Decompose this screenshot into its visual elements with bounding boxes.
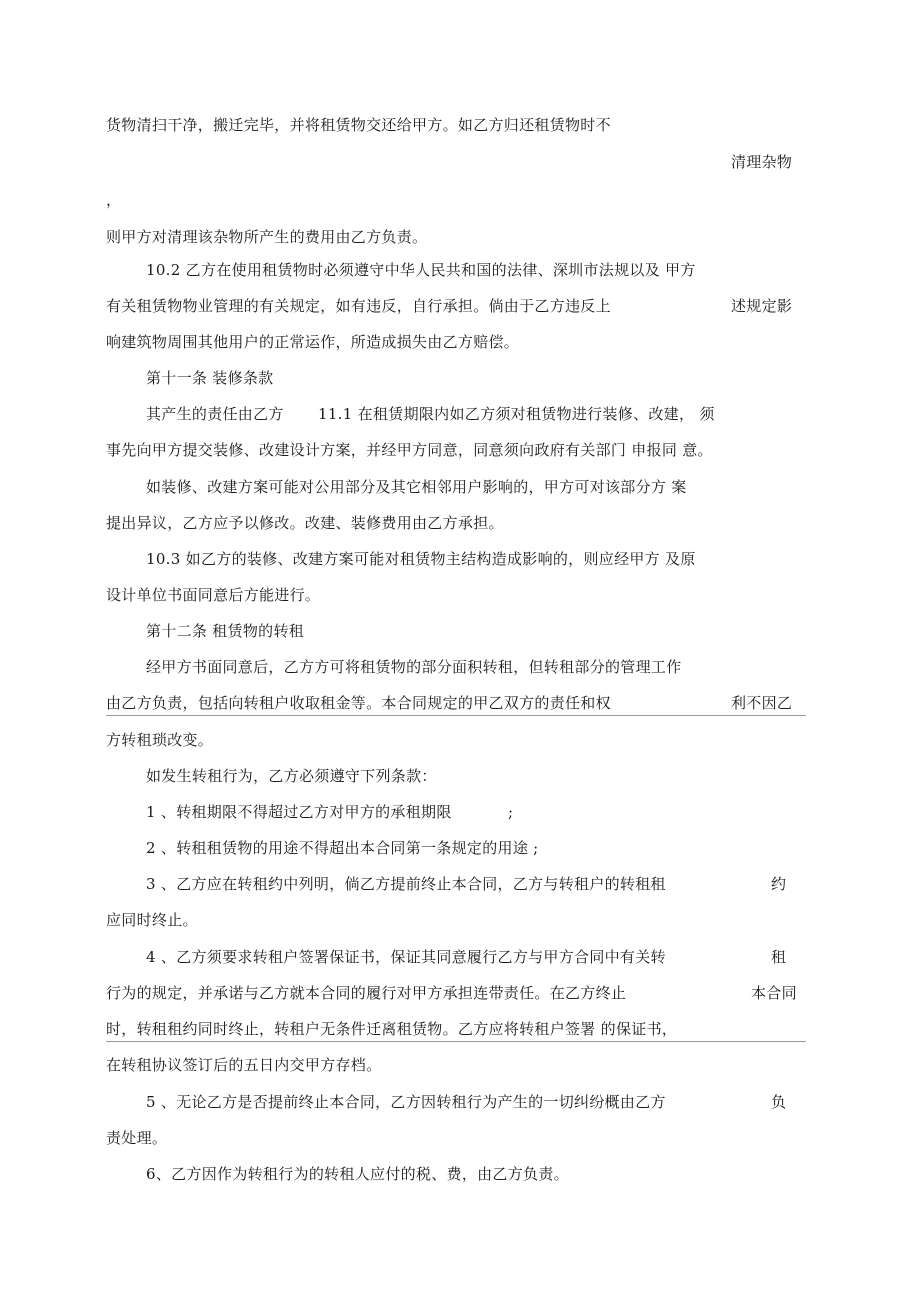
text-line: 10.2 乙方在使用租赁物时必须遵守中华人民共和国的法律、深圳市法规以及 甲方 xyxy=(146,261,696,279)
text-line: 应同时终止。 xyxy=(106,911,198,929)
text-line: 利不因乙 xyxy=(731,694,793,712)
text-line: 经甲方书面同意后，乙方方可将租赁物的部分面积转租，但转租部分的管理工作 xyxy=(146,658,682,676)
text-line: 货物清扫干净，搬迁完毕，并将租赁物交还给甲方。如乙方归还租赁物时不 xyxy=(106,116,611,134)
section-heading: 第十一条 装修条款 xyxy=(146,369,274,387)
text-line: 其产生的责任由乙方 xyxy=(146,405,284,423)
text-line: 事先向甲方提交装修、改建设计方案，并经甲方同意，同意须向政府有关部门 申报同 意。 xyxy=(106,441,713,459)
section-heading: 第十二条 租赁物的转租 xyxy=(146,622,305,640)
text-line: 述规定影 xyxy=(731,297,793,315)
text-line: 10.3 如乙方的装修、改建方案可能对租赁物主结构造成影响的，则应经甲方 及原 xyxy=(146,550,696,568)
horizontal-rule xyxy=(106,715,806,716)
text-line: ， xyxy=(106,191,122,209)
text-line: 有关租赁物物业管理的有关规定，如有违反，自行承担。倘由于乙方违反上 xyxy=(106,297,611,315)
list-item: 4 、乙方须要求转租户签署保证书，保证其同意履行乙方与甲方合同中有关转 xyxy=(146,948,666,966)
text-line: 如发生转租行为，乙方必须遵守下列条款： xyxy=(146,767,437,785)
text-line: 在转租协议签订后的五日内交甲方存档。 xyxy=(106,1056,382,1074)
horizontal-rule xyxy=(106,1041,806,1042)
list-item: 3 、乙方应在转租约中列明，倘乙方提前终止本合同，乙方与转租户的转租租 xyxy=(146,875,666,893)
text-line: 11.1 在租赁期限内如乙方须对租赁物进行装修、改建， 须 xyxy=(318,405,715,423)
text-line: 清理杂物 xyxy=(731,153,793,171)
text-line: 租 xyxy=(771,948,787,966)
text-line: ; xyxy=(508,803,514,821)
text-line: 则甲方对清理该杂物所产生的费用由乙方负责。 xyxy=(106,228,428,246)
text-line: 如装修、改建方案可能对公用部分及其它相邻用户影响的，甲方可对该部分方 案 xyxy=(146,478,687,496)
text-line: 本合同 xyxy=(751,984,797,1002)
text-line: 行为的规定，并承诺与乙方就本合同的履行对甲方承担连带责任。在乙方终止 xyxy=(106,984,627,1002)
list-item: 5 、无论乙方是否提前终止本合同，乙方因转租行为产生的一切纠纷概由乙方 xyxy=(146,1093,666,1111)
text-line: 负 xyxy=(771,1093,787,1111)
text-line: 约 xyxy=(771,875,787,893)
text-line: 响建筑物周围其他用户的正常运作，所造成损失由乙方赔偿。 xyxy=(106,333,520,351)
list-item: 2 、转租租赁物的用途不得超出本合同第一条规定的用途 ; xyxy=(146,839,539,857)
text-line: 由乙方负责，包括向转租户收取租金等。本合同规定的甲乙双方的责任和权 xyxy=(106,694,611,712)
text-line: 责处理。 xyxy=(106,1129,168,1147)
text-line: 方转租琐改变。 xyxy=(106,731,214,749)
text-line: 提出异议，乙方应予以修改。改建、装修费用由乙方承担。 xyxy=(106,514,504,532)
list-item: 6、乙方因作为转租行为的转租人应付的税、费，由乙方负责。 xyxy=(146,1165,569,1183)
text-line: 时，转租租约同时终止，转租户无条件迁离租赁物。乙方应将转租户签署 的保证书， xyxy=(106,1020,678,1038)
text-line: 设计单位书面同意后方能进行。 xyxy=(106,586,321,604)
list-item: 1 、转租期限不得超过乙方对甲方的承租期限 xyxy=(146,803,452,821)
